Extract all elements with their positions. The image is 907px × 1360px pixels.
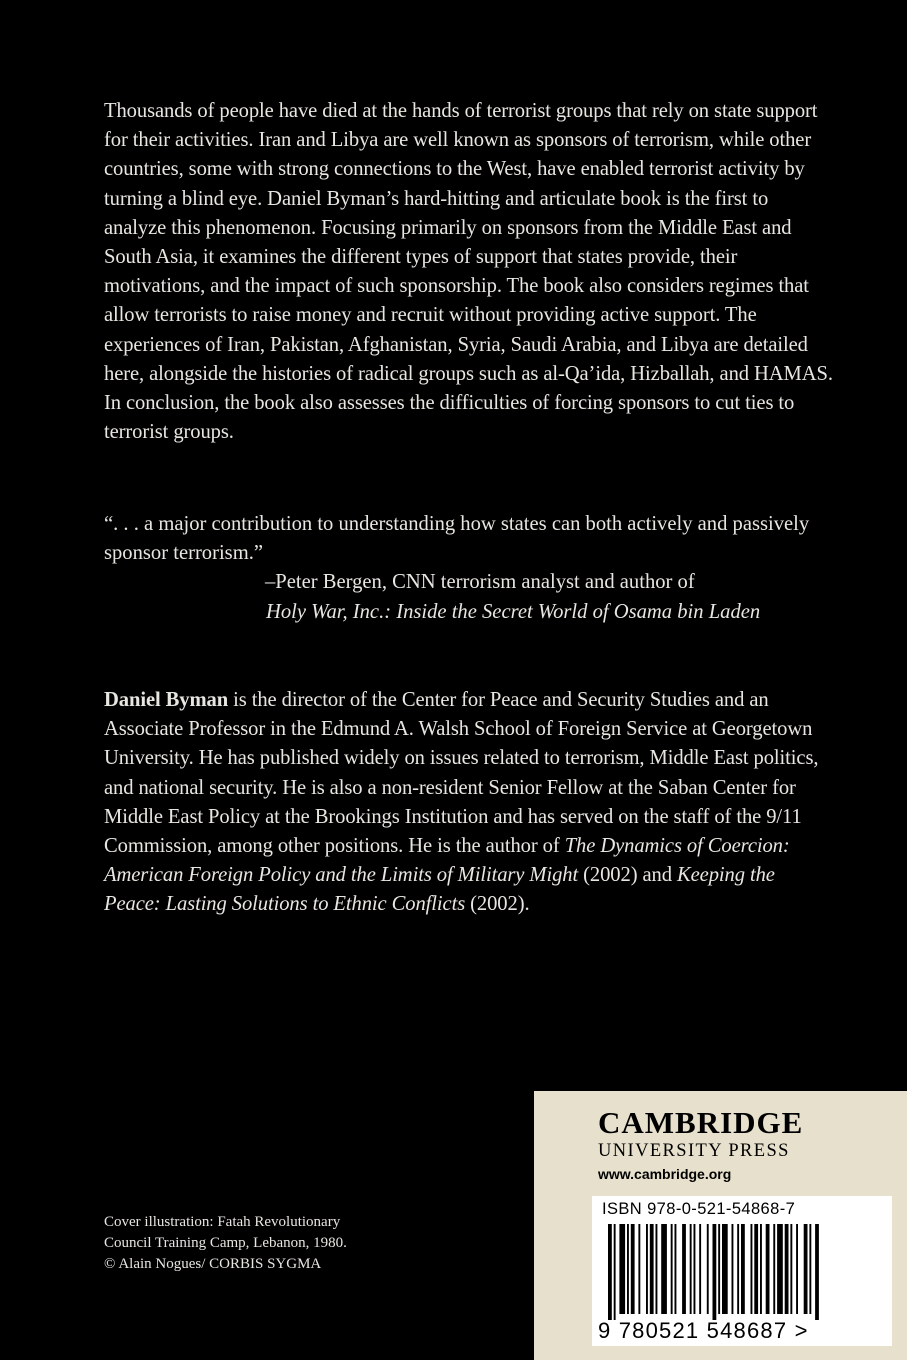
- barcode-bar: [631, 1224, 635, 1314]
- quote-text: “. . . a major contribution to understanding how states can both actively and passively sponsor terrorism.”: [104, 513, 810, 565]
- quote-attribution-book: Holy War, Inc.: Inside the Secret World of Osama bin Laden: [266, 600, 761, 623]
- barcode-bar: [713, 1224, 717, 1320]
- barcode-bar: [773, 1224, 775, 1314]
- barcode-bar: [646, 1224, 648, 1314]
- cover-credit: [104, 1212, 424, 1275]
- bio-text-2: (2002) and: [578, 864, 677, 887]
- credit-line-1: Cover illustration: Fatah Revolutionary: [104, 1214, 341, 1230]
- barcode-bar: [707, 1224, 709, 1314]
- credit-line-3: © Alain Nogues/ CORBIS SYGMA: [104, 1256, 322, 1272]
- barcode-bar: [608, 1224, 612, 1320]
- barcode-bar: [732, 1224, 734, 1314]
- barcode-bar: [638, 1224, 640, 1314]
- barcode-bar: [722, 1224, 728, 1314]
- barcode-bar: [796, 1224, 798, 1314]
- barcode-bar: [694, 1224, 696, 1314]
- barcode-bar: [766, 1224, 770, 1314]
- barcode-bar: [675, 1224, 677, 1314]
- publisher-subtitle: UNIVERSITY PRESS: [598, 1141, 790, 1161]
- barcode-bar: [671, 1224, 673, 1314]
- barcode-bar: [661, 1224, 667, 1314]
- bio-text-3: (2002).: [465, 893, 530, 916]
- isbn-label: ISBN 978-0-521-54868-7: [602, 1200, 796, 1218]
- author-bio: [104, 686, 834, 920]
- barcode-bar: [809, 1224, 811, 1314]
- barcode-bar: [650, 1224, 654, 1314]
- publisher-url: www.cambridge.org: [598, 1166, 732, 1182]
- barcode-bar: [699, 1224, 701, 1314]
- publisher-box: [534, 1091, 907, 1360]
- barcode-bar: [760, 1224, 762, 1314]
- barcode-bar: [614, 1224, 616, 1320]
- barcode-bar: [815, 1224, 819, 1320]
- barcode-bar: [741, 1224, 745, 1314]
- ean-text: 9 780521 548687 >: [598, 1318, 809, 1343]
- credit-line-2: Council Training Camp, Lebanon, 1980.: [104, 1235, 347, 1251]
- barcode-bar: [690, 1224, 692, 1314]
- bio-book-1: The Dynamics of Coercion: American Foreign Policy and the Limits of Military Might: [104, 835, 790, 887]
- isbn-barcode: [592, 1196, 892, 1346]
- back-cover-blurb: Thousands of people have died at the hands of terrorist groups that rely on state support for their activities. Iran and Libya are well known as sponsors of terrorism, while other countries, some with strong connections to the West, have enabled terrorist activity by turning a blind eye. Daniel Byman’s hard-hitting and articulate book is the first to analyze this phenomenon. Focusing primarily on sponsors from the Middle East and South Asia, it examines the different types of support that states provide, their motivations, and the impact of such sponsorship. The book also considers regimes that allow terrorists to raise money and recruit without providing active support. The experiences of Iran, Pakistan, Afghanistan, Syria, Saudi Arabia, and Libya are detailed here, alongside the histories of radical groups such as al-Qa’ida, Hizballah, and HAMAS. In conclusion, the book also assesses the difficulties of forcing sponsors to cut ties to terrorist groups.: [104, 100, 833, 444]
- barcode-bar: [619, 1224, 625, 1314]
- barcode-bar: [718, 1224, 720, 1314]
- barcode-bar: [777, 1224, 783, 1314]
- author-name: Daniel Byman: [104, 689, 229, 711]
- barcode-bar: [737, 1224, 739, 1314]
- publisher-name: CAMBRIDGE: [598, 1105, 804, 1140]
- bio-text-1: is the director of the Center for Peace and Security Studies and an Associate Professor in the Edmund A. Walsh School of Foreign Service at Georgetown University. He has published widely on issues related to terrorism, Middle East politics, and national security. He is also a non-resident Senior Fellow at the Saban Center for Middle East Policy at the Brookings Institution and has served on the staff of the 9/11 Commission, among other positions. He is the author of: [104, 689, 819, 858]
- barcode-bar: [785, 1224, 789, 1314]
- review-quote: [104, 510, 834, 627]
- barcode-bar: [627, 1224, 629, 1314]
- barcode-bar: [804, 1224, 808, 1314]
- barcode-bar: [656, 1224, 658, 1314]
- barcode-bar: [751, 1224, 753, 1314]
- barcode-bar: [754, 1224, 758, 1314]
- bio-book-2: Keeping the Peace: Lasting Solutions to Ethnic Conflicts: [104, 864, 775, 916]
- barcode-bar: [790, 1224, 792, 1314]
- quote-attribution: –Peter Bergen, CNN terrorism analyst and author of: [265, 571, 695, 594]
- barcode-bar: [682, 1224, 686, 1314]
